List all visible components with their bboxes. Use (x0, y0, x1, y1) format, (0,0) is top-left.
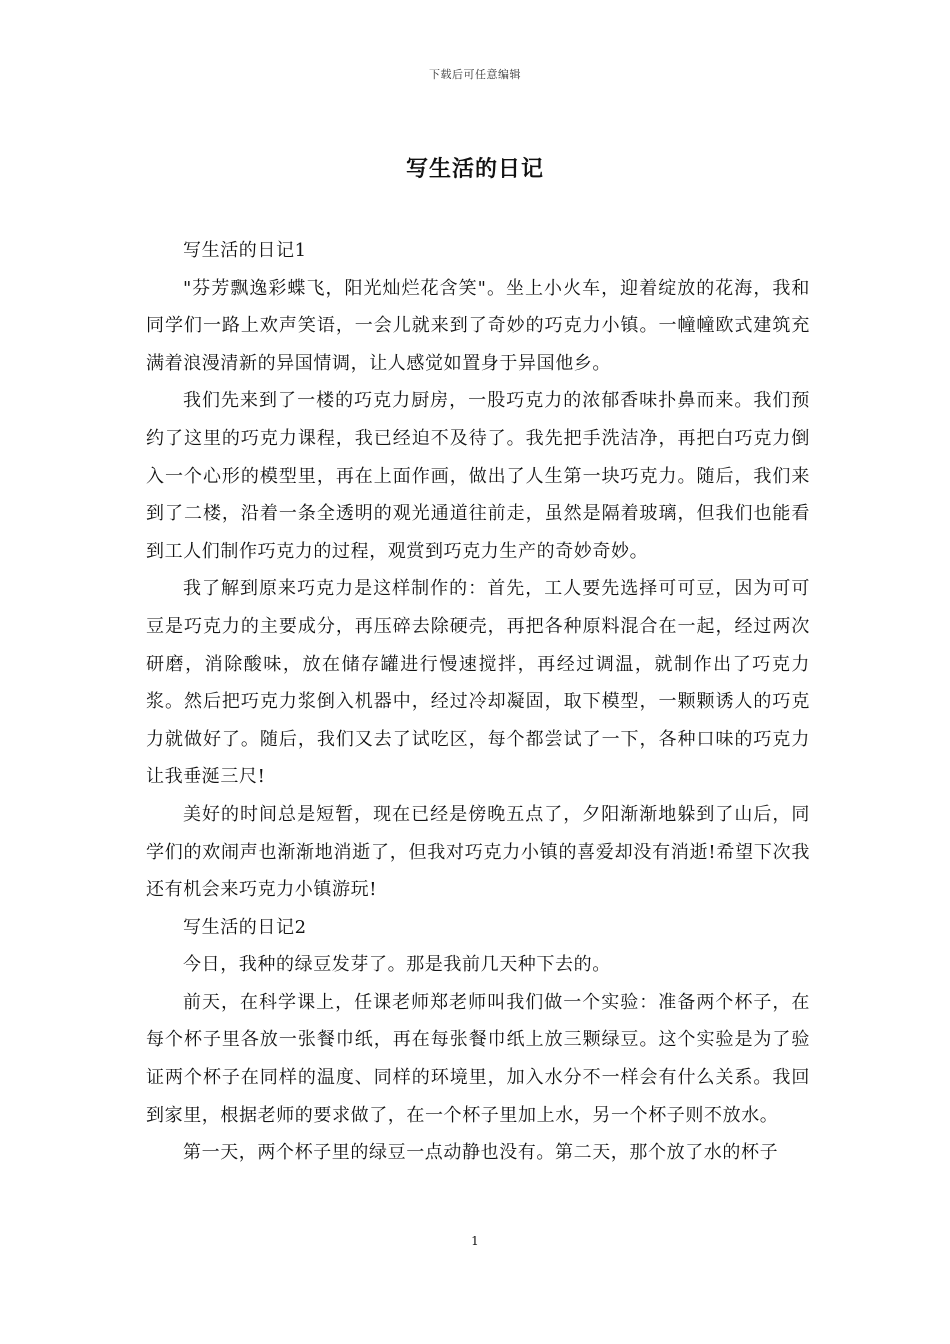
paragraph: "芬芳飘逸彩蝶飞，阳光灿烂花含笑"。坐上小火车，迎着绽放的花海，我和同学们一路上欢声笑语，一会儿就来到了奇妙的巧克力小镇。一幢幢欧式建筑充满着浪漫清新的异国情调，让人感觉如置身于异国他乡。 (146, 277, 810, 374)
header-note: 下载后可任意编辑 (429, 68, 521, 81)
document-title: 写生活的日记 (405, 156, 544, 182)
page-number: 1 (471, 1234, 479, 1248)
paragraph: 美好的时间总是短暂，现在已经是傍晚五点了，夕阳渐渐地躲到了山后，同学们的欢闹声也渐渐地消逝了，但我对巧克力小镇的喜爱却没有消逝!希望下次我还有机会来巧克力小镇游玩! (146, 803, 810, 901)
paragraph: 我了解到原来巧克力是这样制作的：首先，工人要先选择可可豆，因为可可豆是巧克力的主要成分，再压碎去除硬壳，再把各种原料混合在一起，经过两次研磨，消除酸味，放在储存罐进行慢速搅拌，再经过调温，就制作出了巧克力浆。然后把巧克力浆倒入机器中，经过冷却凝固，取下模型，一颗颗诱人的巧克力就做好了。随后，我们又去了试吃区，每个都尝试了一下，各种口味的巧克力让我垂涎三尺! (146, 578, 810, 788)
document-body (146, 232, 810, 1172)
section-heading-diary-1: 写生活的日记1 (183, 240, 307, 261)
paragraph: 我们先来到了一楼的巧克力厨房，一股巧克力的浓郁香味扑鼻而来。我们预约了这里的巧克力课程，我已经迫不及待了。我先把手洗洁净，再把白巧克力倒入一个心形的模型里，再在上面作画，做出了人生第一块巧克力。随后，我们来到了二楼，沿着一条全透明的观光通道往前走，虽然是隔着玻璃，但我们也能看到工人们制作巧克力的过程，观赏到巧克力生产的奇妙奇妙。 (146, 390, 810, 562)
paragraph: 今日，我种的绿豆发芽了。那是我前几天种下去的。 (183, 954, 611, 976)
paragraph: 第一天，两个杯子里的绿豆一点动静也没有。第二天，那个放了水的杯子 (183, 1142, 779, 1164)
section-heading-diary-2: 写生活的日记2 (183, 916, 307, 938)
paragraph: 前天，在科学课上，任课老师郑老师叫我们做一个实验：准备两个杯子，在每个杯子里各放一张餐巾纸，再在每张餐巾纸上放三颗绿豆。这个实验是为了验证两个杯子在同样的温度、同样的环境里，加入水分不一样会有什么关系。我回到家里，根据老师的要求做了，在一个杯子里加上水，另一个杯子则不放水。 (146, 991, 810, 1126)
